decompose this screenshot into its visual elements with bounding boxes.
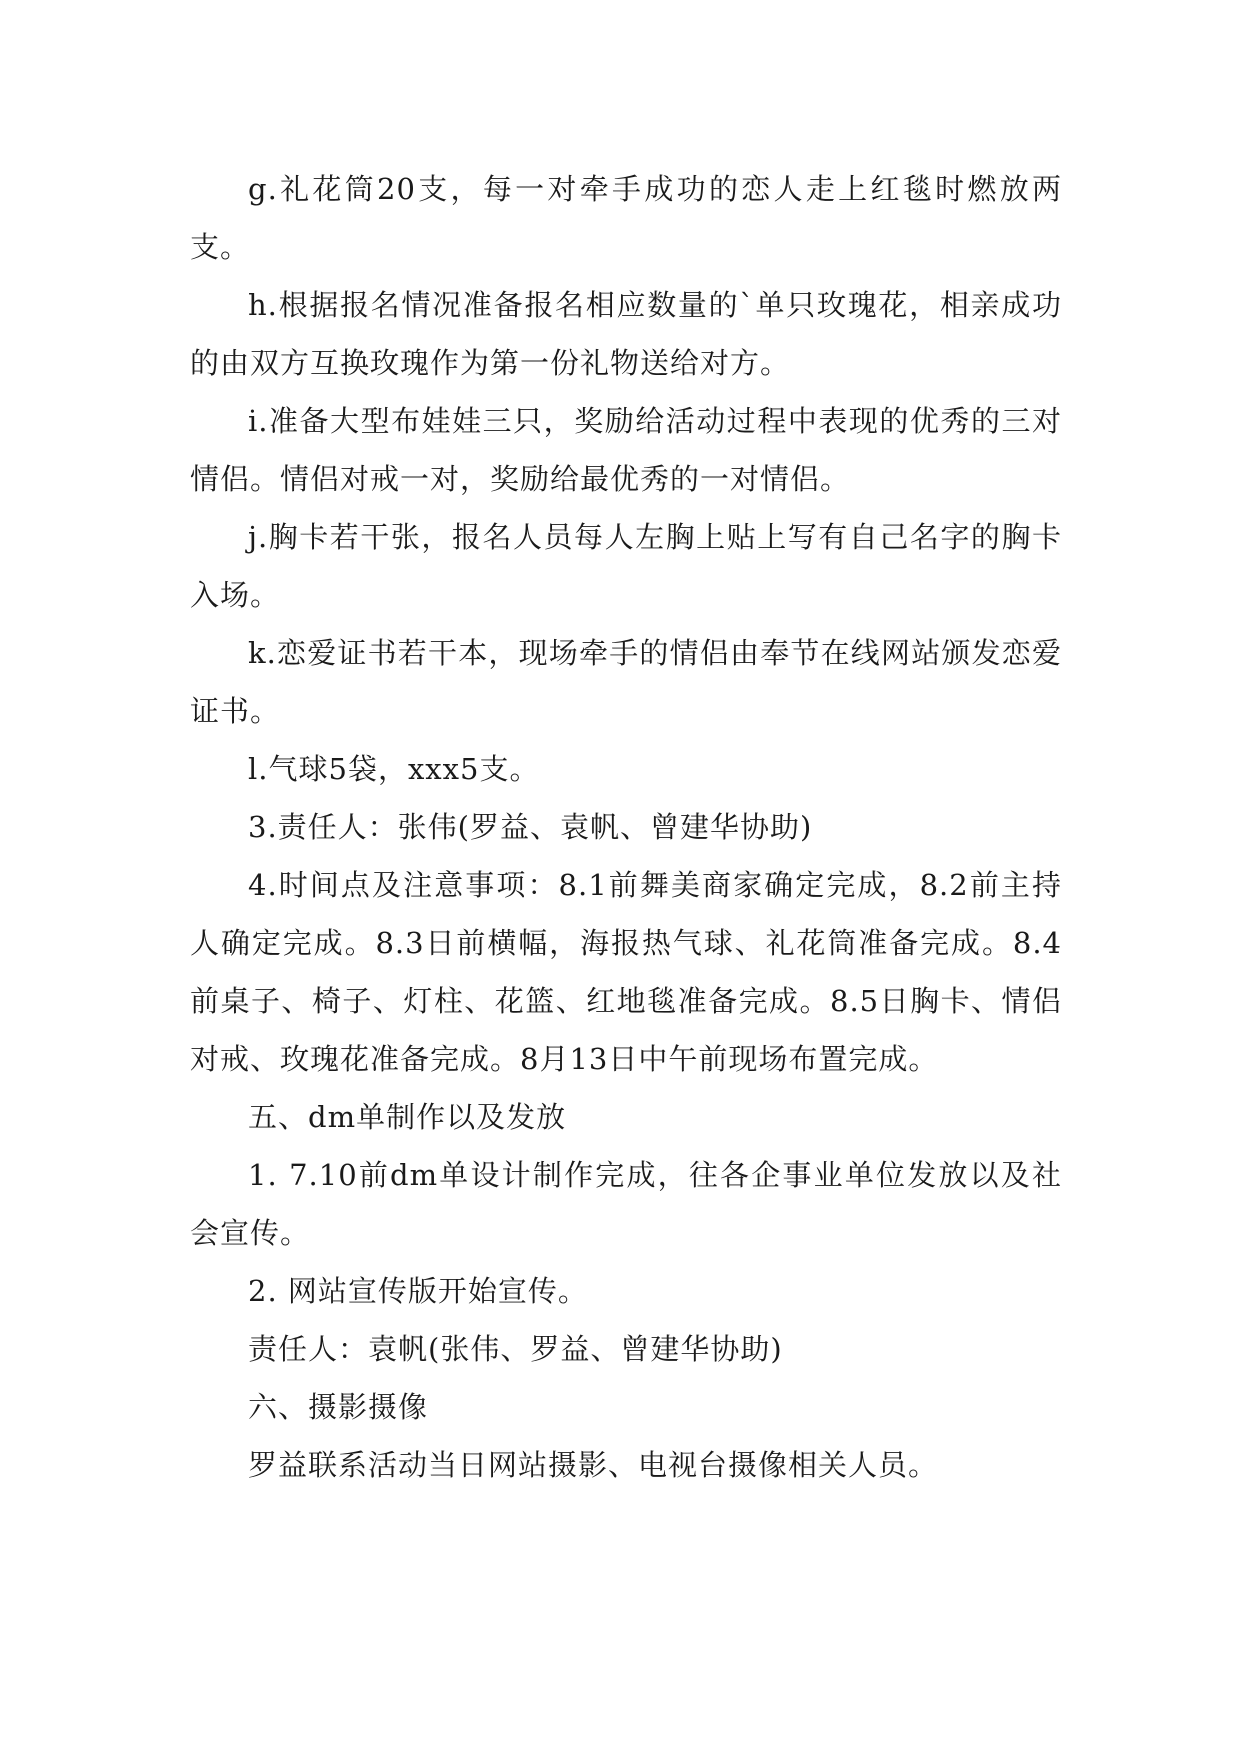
paragraph-k-certificates: k.恋爱证书若干本，现场牵手的情侣由奉节在线网站颁发恋爱证书。 [190,636,1062,728]
paragraph-h-roses: h.根据报名情况准备报名相应数量的`单只玫瑰花，相亲成功的由双方互换玫瑰作为第一份礼物送给对方。 [190,288,1062,380]
paragraph-photography-contact: 罗益联系活动当日网站摄影、电视台摄像相关人员。 [248,1448,939,1482]
document-body [190,160,1062,1494]
paragraph-i-dolls: i.准备大型布娃娃三只，奖励给活动过程中表现的优秀的三对情侣。情侣对戒一对，奖励给最优秀的一对情侣。 [190,404,1062,496]
paragraph-g-fireworks: g.礼花筒20支，每一对牵手成功的恋人走上红毯时燃放两支。 [190,172,1062,264]
paragraph-responsible-person: 3.责任人：张伟(罗益、袁帆、曾建华协助) [248,810,813,844]
paragraph-dm-design: 1. 7.10前dm单设计制作完成，往各企事业单位发放以及社会宣传。 [190,1158,1062,1250]
paragraph-j-badges: j.胸卡若干张，报名人员每人左胸上贴上写有自己名字的胸卡入场。 [190,520,1062,612]
paragraph-dm-responsible: 责任人：袁帆(张伟、罗益、曾建华协助) [248,1332,783,1366]
paragraph-timeline-notes: 4.时间点及注意事项：8.1前舞美商家确定完成，8.2前主持人确定完成。8.3日前横幅，海报热气球、礼花筒准备完成。8.4前桌子、椅子、灯柱、花篮、红地毯准备完成。8.5日胸卡、情侣对戒、玫瑰花准备完成。8月13日中午前现场布置完成。 [190,868,1062,1076]
paragraph-website-promo: 2. 网站宣传版开始宣传。 [248,1274,588,1308]
section-heading-photography: 六、摄影摄像 [248,1390,429,1424]
section-heading-dm: 五、dm单制作以及发放 [248,1100,567,1134]
paragraph-l-balloons: l.气球5袋，xxx5支。 [248,752,540,786]
